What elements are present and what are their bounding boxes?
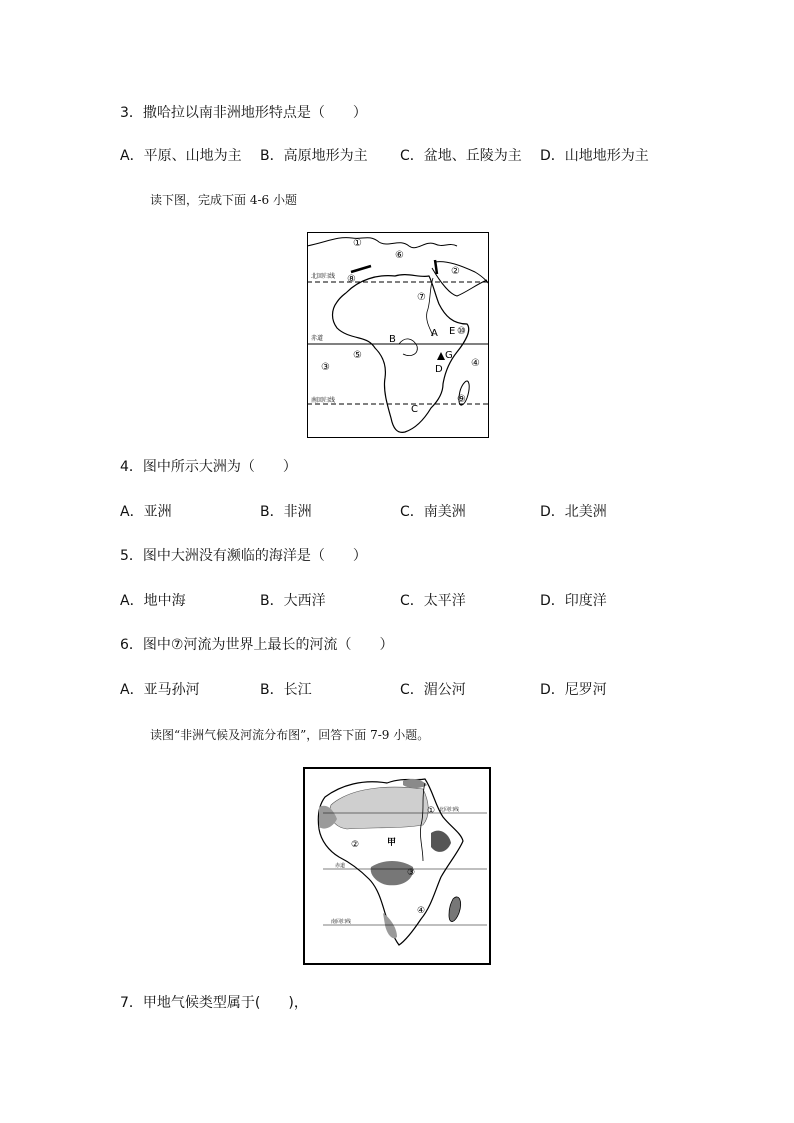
- q3-option-a: A．平原、山地为主: [120, 148, 242, 164]
- map1-letter-b: B: [389, 334, 396, 345]
- map1-equator-label: 赤道: [311, 335, 324, 342]
- africa-climate-map: [303, 767, 491, 965]
- q6-option-a: A．亚马孙河: [120, 682, 200, 698]
- q3-option-c: C．盆地、丘陵为主: [400, 148, 522, 164]
- map1-letter-g: G: [445, 350, 453, 361]
- q3-question: 3．撒哈拉以南非洲地形特点是（ ）: [120, 105, 367, 121]
- africa-outline-map: [307, 232, 489, 438]
- q7-question: 7．甲地气候类型属于( )，: [120, 995, 308, 1011]
- q5-option-b: B．大西洋: [260, 593, 326, 609]
- map1-letter-d: D: [435, 364, 443, 375]
- q4-option-a: A．亚洲: [120, 504, 172, 520]
- map2-marker-3: ③: [407, 868, 416, 878]
- map2-equator-label: 赤道: [335, 863, 346, 869]
- map1-marker-7: ⑦: [417, 292, 426, 303]
- q5-option-a: A．地中海: [120, 593, 186, 609]
- map1-marker-3: ③: [321, 362, 330, 373]
- q6-option-b: B．长江: [260, 682, 312, 698]
- africa-map-1: [307, 232, 489, 438]
- q6-question: 6．图中⑦河流为世界上最长的河流（ ）: [120, 637, 394, 653]
- africa-climate-river-map: [303, 767, 491, 965]
- map1-letter-e: E: [449, 326, 456, 337]
- map2-marker-1: ①: [427, 806, 436, 816]
- map2-region-jia: 甲: [387, 838, 397, 848]
- map2-marker-4: ④: [417, 906, 426, 916]
- map1-letter-a: A: [431, 328, 438, 339]
- map2-marker-2: ②: [351, 840, 360, 850]
- map2-tropic-south-label: 南回归线: [331, 919, 352, 925]
- q6-option-d: D．尼罗河: [540, 682, 607, 698]
- map1-marker-8: ⑧: [347, 274, 356, 285]
- q4-question: 4．图中所示大洲为（ ）: [120, 459, 297, 475]
- q5-question: 5．图中大洲没有濒临的海洋是（ ）: [120, 548, 367, 564]
- map1-tropic-north-label: 北回归线: [311, 273, 336, 280]
- map1-marker-4: ④: [471, 358, 480, 369]
- q3-option-d: D．山地地形为主: [540, 148, 649, 164]
- map1-marker-10: ⑩: [457, 326, 466, 337]
- map1-letter-c: C: [411, 404, 418, 415]
- q4-option-c: C．南美洲: [400, 504, 466, 520]
- map1-marker-5: ⑤: [353, 350, 362, 361]
- q4-option-d: D．北美洲: [540, 504, 607, 520]
- intro-7-9: 读图“非洲气候及河流分布图”，回答下面 7-9 小题。: [150, 728, 430, 742]
- map1-marker-2: ②: [451, 266, 460, 277]
- map1-marker-1: ①: [353, 238, 362, 249]
- q3-option-b: B．高原地形为主: [260, 148, 368, 164]
- intro-4-6: 读下图，完成下面 4-6 小题: [150, 193, 297, 207]
- q4-option-b: B．非洲: [260, 504, 312, 520]
- map2-tropic-north-label: 北回归线: [439, 807, 460, 813]
- map1-marker-9: ⑨: [457, 394, 466, 405]
- q6-option-c: C．湄公河: [400, 682, 466, 698]
- map1-tropic-south-label: 南回归线: [311, 397, 336, 404]
- q5-option-c: C．太平洋: [400, 593, 466, 609]
- q5-option-d: D．印度洋: [540, 593, 607, 609]
- map1-marker-6: ⑥: [395, 250, 404, 261]
